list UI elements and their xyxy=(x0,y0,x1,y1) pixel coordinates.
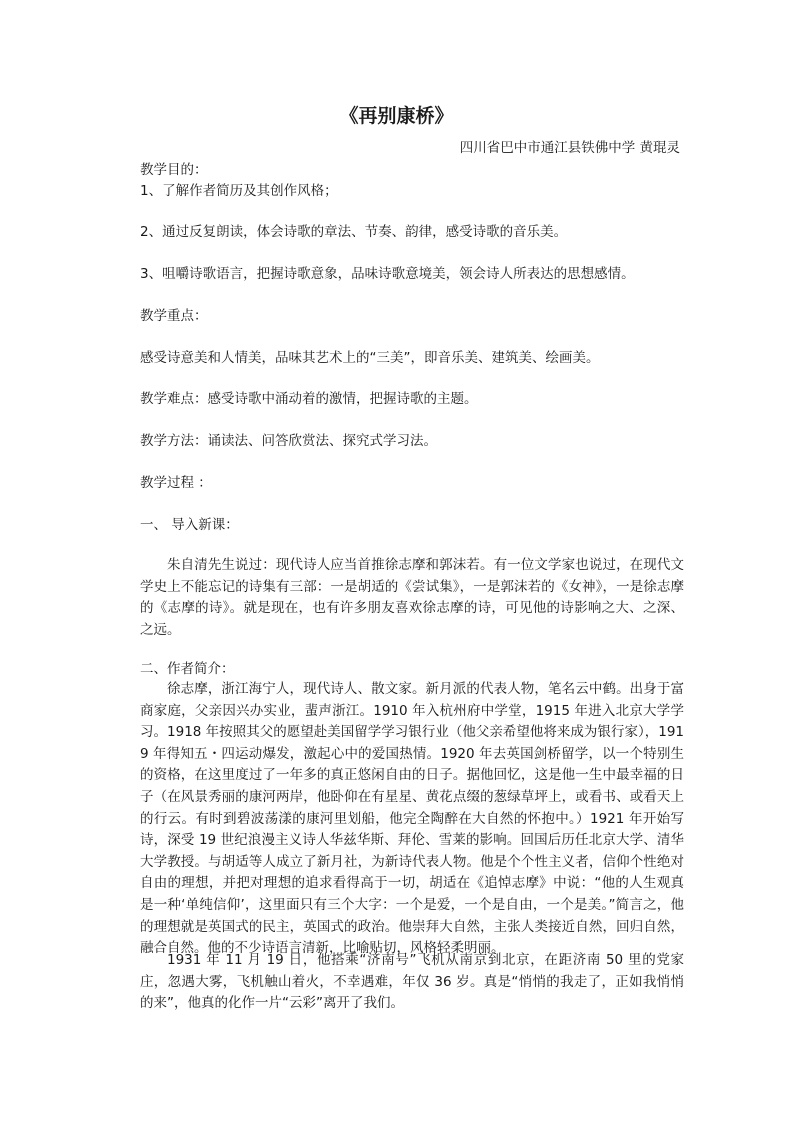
objective-1: 1、了解作者简历及其创作风格； xyxy=(140,183,338,199)
difficulties-line: 教学难点：感受诗歌中涌动着的激情，把握诗歌的主题。 xyxy=(140,391,478,407)
key-points-heading: 教学重点： xyxy=(140,308,208,324)
process-heading: 教学过程 ： xyxy=(140,475,212,491)
section-1-heading: 一、 导入新课： xyxy=(140,517,239,533)
section-1-text: 朱自清先生说过：现代诗人应当首推徐志摩和郭沫若。有一位文学家也说过，在现代文学史上不能忘记的诗集有三部：一是胡适的《尝试集》，一是郭沫若的《女神》，一是徐志摩的《志摩的诗》。就是现在，也有许多朋友喜欢徐志摩的诗，可见他的诗影响之大、之深、之远。 xyxy=(140,557,684,638)
objective-3: 3、咀嚼诗歌语言，把握诗歌意象，品味诗歌意境美，领会诗人所表达的思想感情。 xyxy=(140,266,635,282)
key-points-text: 感受诗意美和人情美，品味其艺术上的“三美”，即音乐美、建筑美、绘画美。 xyxy=(140,350,600,366)
author-line: 四川省巴中市通江县铁佛中学 黄琨灵 xyxy=(459,140,680,156)
methods-line: 教学方法：诵读法、问答欣赏法、探究式学习法。 xyxy=(140,433,437,449)
document-title: 《再别康桥》 xyxy=(339,105,454,127)
section-2-paragraph-1: 徐志摩，浙江海宁人，现代诗人、散文家。新月派的代表人物，笔名云中鹤。出身于富商家庭，父亲因兴办实业，蜚声浙江。1910 年入杭州府中学堂，1915 年进入北京大学学习。1918 年按照其父的愿望赴美国留学学习银行业（他父亲希望他将来成为银行家），1919 年得知五・四运动爆发，激起心中的爱国热情。1920 年去英国剑桥留学，以一个特别生的资格，在这里度过了一年多的真正悠闲自由的日子。据他回忆，这是他一生中最幸福的日子（在风景秀丽的康河两岸，他卧仰在有星星、黄花点缀的葱绿草坪上，或看书、或看天上的行云。有时到碧波荡漾的康河里划船，他完全陶醉在大自然的怀抱中。）1921 年开始写诗，深受 19 世纪浪漫主义诗人华兹华斯、拜伦、雪莱的影响。回国后历任北京大学、清华大学教授。与胡适等人成立了新月社，为新诗代表人物。他是个个性主义者，信仰个性绝对自由的理想，并把对理想的追求看得高于一切，胡适在《追悼志摩》中说：“他的人生观真是一种‘单纯信仰’，这里面只有三个大字：一个是爱，一个是自由，一个是美。”简言之，他的理想就是英国式的民主，英国式的政治。他崇拜大自然，主张人类接近自然，回归自然，融合自然。他的不少诗语言清新，比喻贴切，风格轻柔明丽。 xyxy=(140,681,684,957)
section-2-heading: 二、作者简介： xyxy=(140,661,235,677)
objective-2: 2、通过反复朗读，体会诗歌的章法、节奏、韵律，感受诗歌的音乐美。 xyxy=(140,224,568,240)
section-2-paragraph-2: 1931 年 11 月 19 日，他搭乘“济南号”飞机从南京到北京，在距济南 50 里的党家庄，忽遇大雾，飞机触山着火，不幸遇难，年仅 36 岁。真是“悄悄的我走了，正如我悄悄的来”，他真的化作一片“云彩”离开了我们。 xyxy=(140,952,684,1012)
objectives-heading: 教学目的： xyxy=(140,162,208,178)
